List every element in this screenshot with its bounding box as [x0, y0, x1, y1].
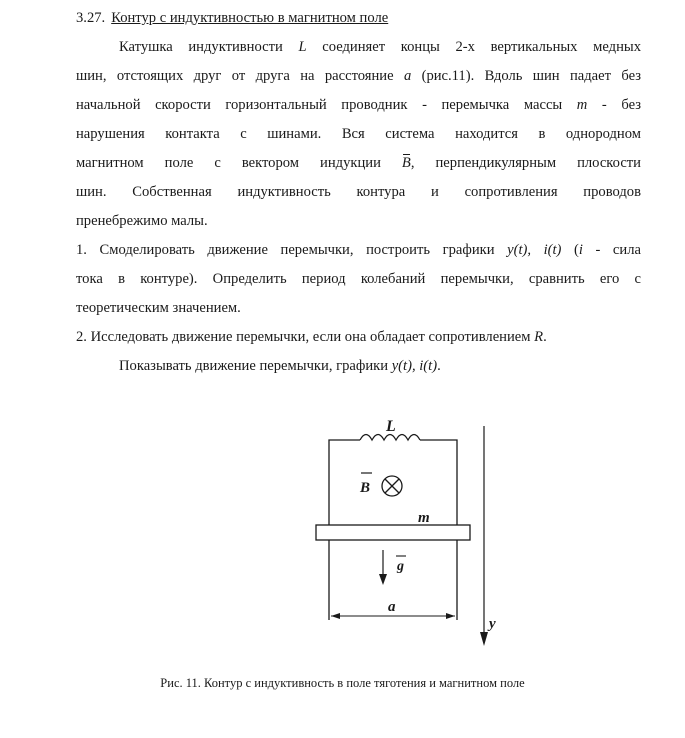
left-rail — [329, 440, 360, 525]
label-g: g — [397, 559, 404, 574]
paragraph-line-2: шин, отстоящих друг от друга на расстояние a (рис.11). Вдоль шин падает без — [76, 68, 641, 84]
var-m: m — [576, 97, 588, 113]
label-y: y — [489, 616, 496, 632]
task-1-line-2: тока в контуре). Определить период колебаний перемычки, сравнить его с — [76, 271, 641, 287]
var-a: a — [403, 68, 412, 84]
paragraph-line-1: Катушка индуктивности L соединяет концы 2-х вертикальных медных — [119, 39, 641, 55]
show-instruction-line: Показывать движение перемычки, графики y(t), i(t). — [119, 358, 441, 374]
label-m: m — [418, 510, 430, 526]
task-1-line-3: теоретическим значением. — [76, 300, 241, 316]
task-1-line-1: 1. Смоделировать движение перемычки, построить графики y(t), i(t) (i - сила — [76, 242, 641, 258]
paragraph-line-3: начальной скорости горизонтальный проводник - перемычка массы m - без — [76, 97, 641, 113]
label-B: B — [360, 480, 371, 496]
gravity-arrow-icon — [379, 550, 387, 585]
magnetic-field-into-page-icon — [382, 476, 402, 496]
crossbar-jumper — [316, 525, 470, 540]
paragraph-line-5: магнитном поле с вектором индукции B, перпендикулярным плоскости — [76, 155, 641, 171]
y-axis-arrow — [480, 426, 488, 646]
figure-caption: Рис. 11. Контур с индуктивность в поле тяготения и магнитном поле — [160, 676, 525, 690]
label-a: a — [388, 599, 396, 615]
paragraph-line-6: шин. Собственная индуктивность контура и сопротивления проводов — [76, 184, 641, 200]
label-L: L — [386, 418, 396, 435]
inductor-coil — [360, 435, 420, 441]
section-number: 3.27. — [76, 10, 106, 26]
task-2-line: 2. Исследовать движение перемычки, если она обладает сопротивлением R. — [76, 329, 547, 345]
section-title: Контур с индуктивностью в магнитном поле — [111, 10, 389, 26]
paragraph-line-7: пренебрежимо малы. — [76, 213, 208, 229]
var-L: L — [298, 39, 307, 55]
var-B-vector: B — [401, 155, 411, 171]
paragraph-line-4: нарушения контакта с шинами. Вся система находится в однородном — [76, 126, 641, 142]
